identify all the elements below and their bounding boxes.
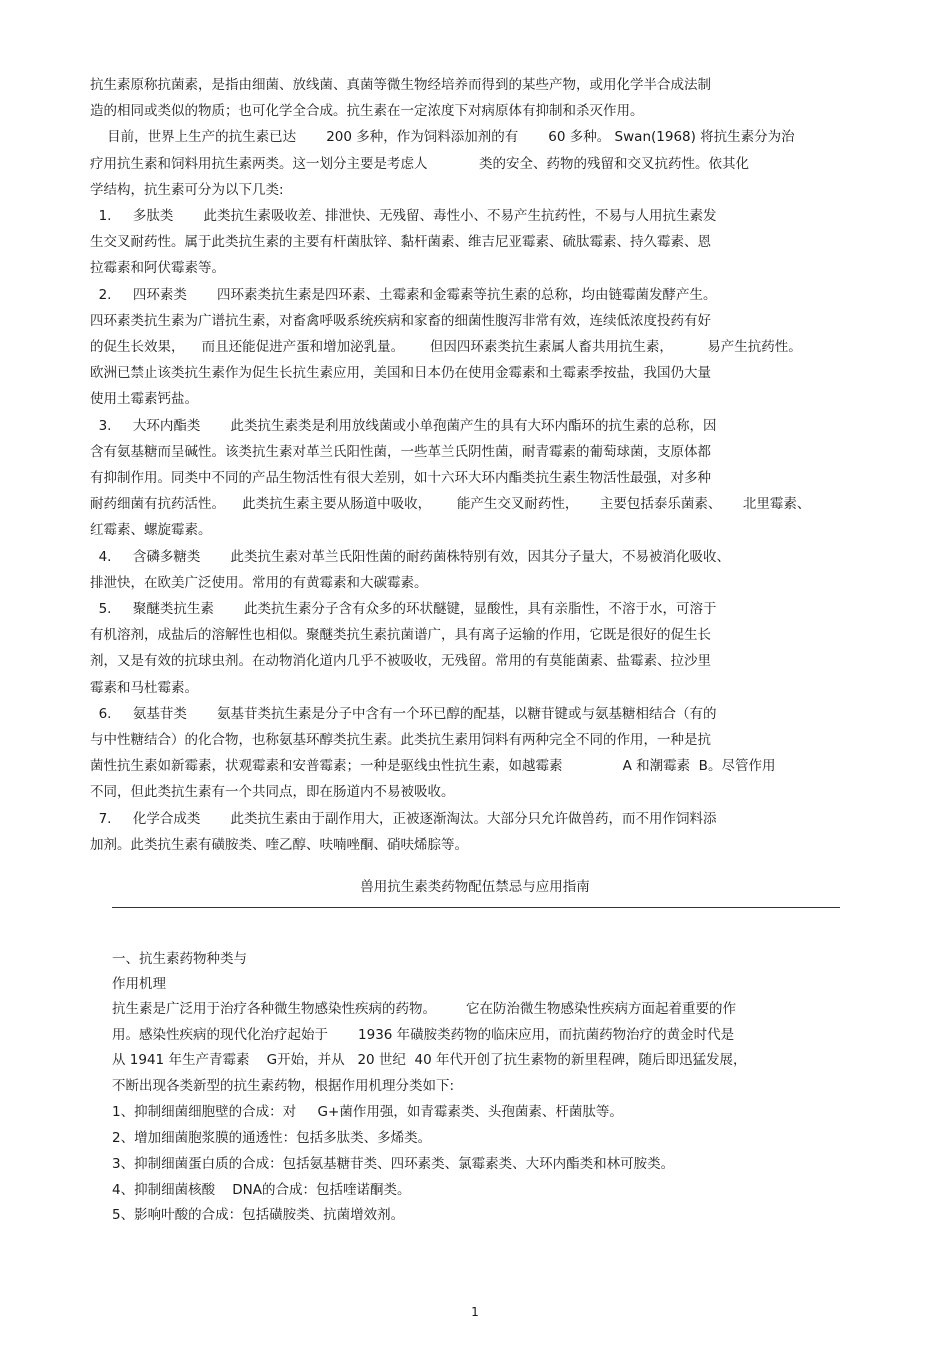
section-line: 抗生素是广泛用于治疗各种微生物感染性疾病的药物。 它在防治微生物感染性疾病方面起着重要的作 <box>112 1001 737 1017</box>
text-line: 含有氨基糖而呈碱性。该类抗生素对革兰氏阳性菌，一些革兰氏阴性菌，耐青霉素的葡萄球菌，支原体都 <box>90 443 711 460</box>
text-line: 4. 含磷多糖类 此类抗生素对革兰氏阳性菌的耐药菌株特别有效，因其分子量大，不易被消化吸收、 <box>90 548 730 565</box>
text-line: 6. 氨基苷类 氨基苷类抗生素是分子中含有一个环已醇的配基，以糖苷键或与氨基糖相结合（有的 <box>90 705 717 722</box>
text-line: 拉霉素和阿伏霉素等。 <box>90 260 225 277</box>
text-line: 使用土霉素钙盐。 <box>90 391 198 408</box>
text-line: 霉素和马杜霉素。 <box>90 679 198 696</box>
text-line: 造的相同或类似的物质；也可化学全合成。抗生素在一定浓度下对病原体有抑制和杀灭作用。 <box>90 103 644 120</box>
text-line: 有机溶剂，成盐后的溶解性也相似。聚醚类抗生素抗菌谱广，具有离子运输的作用，它既是很好的促生长 <box>90 627 711 644</box>
section-line: 从 1941 年生产青霉素 G开始，并从 20 世纪 40 年代开创了抗生素物的新里程碑，随后即迅猛发展， <box>112 1052 747 1068</box>
title-divider <box>112 907 840 908</box>
text-line: 3. 大环内酯类 此类抗生素类是利用放线菌或小单孢菌产生的具有大环内酯环的抗生素的总称，因 <box>90 417 717 434</box>
text-line: 有抑制作用。同类中不同的产品生物活性有很大差别，如十六环大环内酯类抗生素生物活性最强，对多种 <box>90 470 711 486</box>
section-line: 5、影响叶酸的合成：包括磺胺类、抗菌增效剂。 <box>112 1207 405 1223</box>
text-line: 欧洲已禁止该类抗生素作为促生长抗生素应用，美国和日本仍在使用金霉素和土霉素季按盐，我国仍大量 <box>90 365 711 382</box>
text-line: 剂，又是有效的抗球虫剂。在动物消化道内几乎不被吸收，无残留。常用的有莫能菌素、盐霉素、拉沙里 <box>90 653 711 670</box>
text-line: 不同，但此类抗生素有一个共同点，即在肠道内不易被吸收。 <box>90 784 455 801</box>
text-line: 2. 四环素类 四环素类抗生素是四环素、土霉素和金霉素等抗生素的总称，均由链霉菌发酵产生。 <box>90 286 717 303</box>
text-line: 学结构，抗生素可分为以下几类: <box>90 181 284 198</box>
text-line: 1. 多肽类 此类抗生素吸收差、排泄快、无残留、毒性小、不易产生抗药性，不易与人用抗生素发 <box>90 208 717 224</box>
page-number: 1 <box>471 1305 479 1319</box>
text-line: 的促生长效果， 而且还能促进产蛋和增加泌乳量。 但因四环素类抗生素属人畜共用抗生素， 易产生抗药性。 <box>90 339 802 355</box>
text-line: 红霉素、螺旋霉素。 <box>90 522 212 539</box>
section-line: 2、增加细菌胞浆膜的通透性：包括多肽类、多烯类。 <box>112 1130 432 1146</box>
section-title: 兽用抗生素类药物配伍禁忌与应用指南 <box>360 879 590 895</box>
text-line: 生交叉耐药性。属于此类抗生素的主要有杆菌肽锌、黏杆菌素、维吉尼亚霉素、硫肽霉素、持久霉素、恩 <box>90 234 711 251</box>
text-line: 抗生素原称抗菌素，是指由细菌、放线菌、真菌等微生物经培养而得到的某些产物，或用化学半合成法制 <box>90 77 711 93</box>
section-line: 用。感染性疾病的现代化治疗起始于 1936 年磺胺类药物的临床应用，而抗菌药物治疗的黄金时代是 <box>112 1027 735 1043</box>
section-line: 一、抗生素药物种类与 <box>112 951 247 967</box>
section-line: 1、抑制细菌细胞壁的合成：对 G+菌作用强，如青霉素类、头孢菌素、杆菌肽等。 <box>112 1104 623 1120</box>
text-line: 5. 聚醚类抗生素 此类抗生素分子含有众多的环状醚键，显酸性，具有亲脂性，不溶于水，可溶于 <box>90 601 717 617</box>
text-line: 四环素类抗生素为广谱抗生素，对畜禽呼吸系统疾病和家畜的细菌性腹泻非常有效，连续低浓度投药有好 <box>90 312 711 329</box>
text-line: 排泄快，在欧美广泛使用。常用的有黄霉素和大碳霉素。 <box>90 574 428 591</box>
text-line: 与中性糖结合）的化合物，也称氨基环醇类抗生素。此类抗生素用饲料有两种完全不同的作用，一种是抗 <box>90 732 711 748</box>
text-line: 7. 化学合成类 此类抗生素由于副作用大，正被逐渐淘汰。大部分只允许做兽药，而不用作饲料添 <box>90 810 717 827</box>
section-line: 作用机理 <box>112 976 166 992</box>
text-line: 目前，世界上生产的抗生素已达 200 多种，作为饲料添加剂的有 60 多种。 Swan(1968) 将抗生素分为治 <box>90 129 795 146</box>
text-line: 菌性抗生素如新霉素，状观霉素和安普霉素；一种是驱线虫性抗生素，如越霉素 A 和潮霉素 B。尽管作用 <box>90 758 776 775</box>
text-line: 加剂。此类抗生素有磺胺类、喹乙醇、呋喃唑酮、硝呋烯腙等。 <box>90 836 468 853</box>
text-line: 疗用抗生素和饲料用抗生素两类。这一划分主要是考虑人 类的安全、药物的残留和交叉抗药性。依其化 <box>90 155 749 172</box>
section-line: 不断出现各类新型的抗生素药物，根据作用机理分类如下: <box>112 1078 455 1094</box>
section-line: 4、抑制细菌核酸 DNA的合成：包括喹诺酮类。 <box>112 1182 411 1198</box>
section-line: 3、抑制细菌蛋白质的合成：包括氨基糖苷类、四环素类、氯霉素类、大环内酯类和林可胺类。 <box>112 1156 675 1172</box>
text-line: 耐药细菌有抗药活性。 此类抗生素主要从肠道中吸收， 能产生交叉耐药性， 主要包括泰乐菌素、 北里霉素、 <box>90 496 811 513</box>
